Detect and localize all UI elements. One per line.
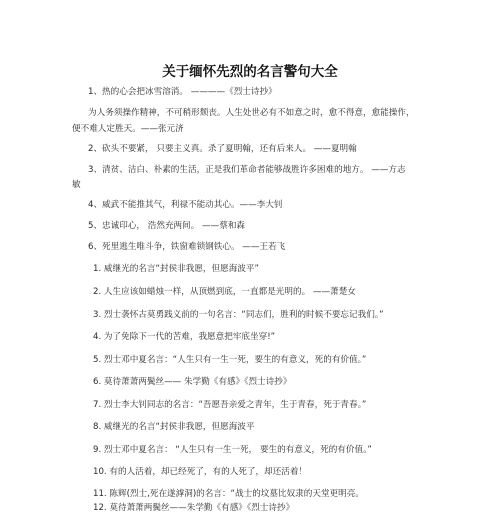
text-line: 2、砍头不要紧， 只要主义真。杀了夏明翰，还有后来人。 ——夏明翰 (88, 144, 357, 154)
document-title: 关于缅怀先烈的名言警句大全 (162, 64, 338, 80)
text-line: 4、威武不能推其气，利禄不能动其心。——李大钊 (88, 200, 283, 210)
text-line: 1、热的心会把冰雪溶消。 ————《烈士诗抄》 (88, 87, 277, 97)
list-item: 10. 有的人活着，却已经死了，有的人死了，却还活着！ (93, 467, 308, 477)
text-line: 便不难人定胜天。——张元济 (72, 124, 184, 134)
list-item: 2. 人生应该如蜡烛一样，从顶燃到底，一直都是光明的。 ——萧楚女 (93, 287, 356, 297)
list-item: 4. 为了免除下一代的苦难，我愿意把牢底坐穿!” (93, 332, 276, 342)
list-item: 9. 烈士邓中夏名言： “人生只有一生一死， 要生的有意义，死的有价值。” (93, 445, 372, 455)
text-line: 3、清贫、洁白、朴素的生活，正是我们革命者能够战胜许多困难的地方。 ——方志 (88, 165, 406, 175)
text-line: 6、死里逃生唯斗争，铁窗难锁钢铁心。 ——王若飞 (88, 242, 286, 252)
list-item: 3. 烈士袭怀古莫勇践义前的一句名言：“同志们，胜利的时候不要忘记我们。” (93, 310, 384, 320)
list-item: 5. 烈士邓中夏名言：“人生只有一生一死，要生的有意义，死的有价值。” (93, 355, 367, 365)
list-item: 1. 威继光的名言“封侯非我愿，但愿海波平” (93, 264, 259, 274)
list-item: 7. 烈士李大钊同志的名言：“吾愿吾亲爱之青年，生于青春，死于青春。” (93, 400, 367, 410)
text-line: 敏 (72, 180, 81, 190)
list-item: 11. 陈辉(烈士,死在遂滹洞)的名言：“战士的坟墓比奴隶的天堂更明亮。 (93, 489, 364, 499)
list-item: 6. 莫待萧萧两鬓丝—— 朱学勤《有感》《烈士诗抄》 (93, 377, 292, 387)
text-line: 5、忠诚印心， 浩然充两间。 ——蔡和森 (88, 221, 246, 231)
list-item: 12. 莫待萧萧两鬓丝——朱学勤《有感》《烈士诗抄》 (93, 503, 295, 513)
list-item: 8. 威继光的名言“封侯非我愿，但愿海波平 (93, 422, 255, 432)
text-line: 为人务须操作精神，不可稍形颓丧。人生处世必有不如意之时，愈不得意，愈能操作， (88, 108, 415, 118)
